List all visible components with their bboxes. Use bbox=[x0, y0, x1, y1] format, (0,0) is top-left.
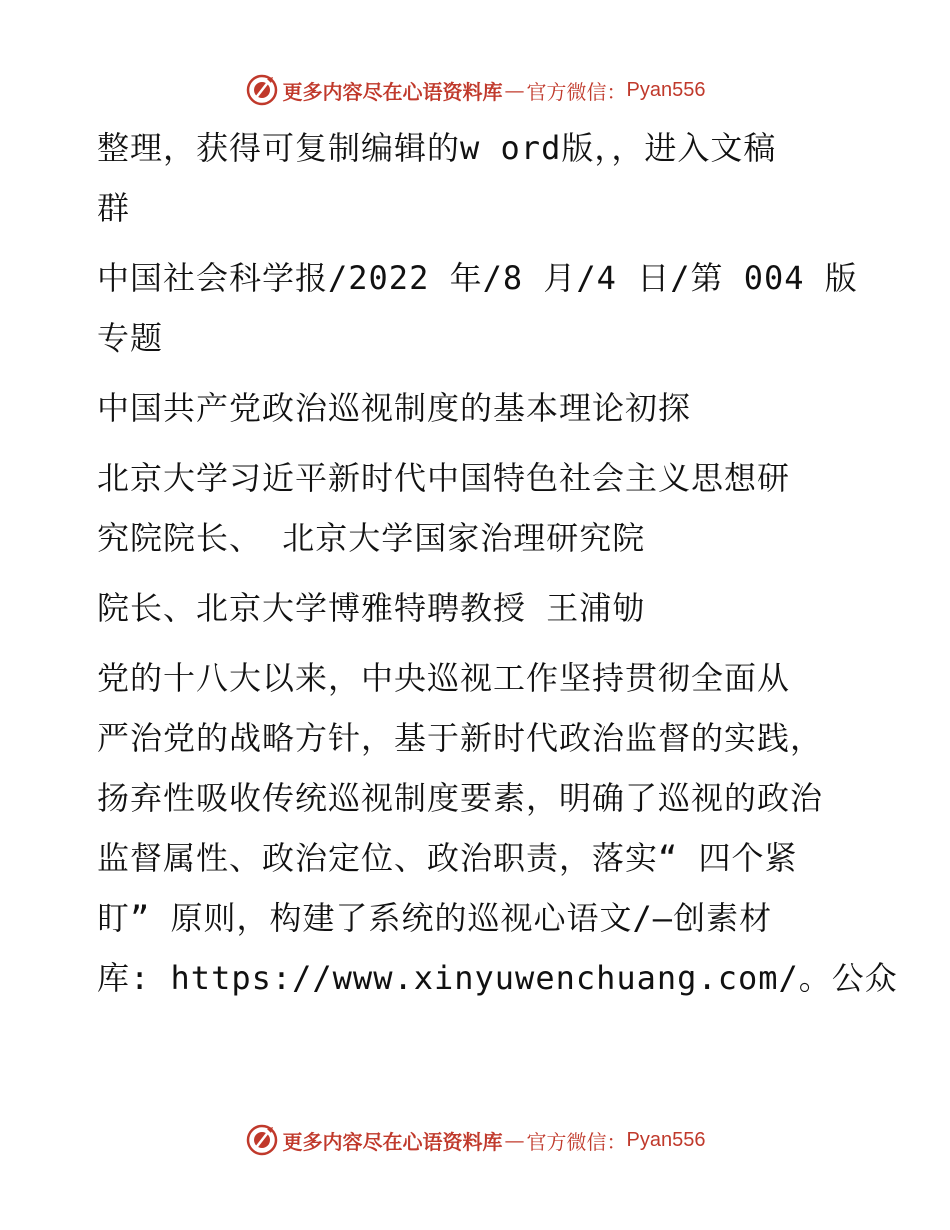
banner-dash: — bbox=[504, 78, 525, 102]
banner-site-text: 更多内容尽在心语资料库 bbox=[282, 1129, 503, 1154]
banner-dash: — bbox=[504, 1128, 525, 1152]
paragraph-body bbox=[97, 648, 898, 1008]
text-line: 专题 bbox=[97, 319, 164, 357]
text-line: 库: https://www.xinyuwenchuang.com/。公众 bbox=[97, 959, 898, 997]
banner-wechat-label: 官方微信： bbox=[526, 79, 627, 104]
text-line: 北京大学习近平新时代中国特色社会主义思想研 bbox=[97, 459, 791, 497]
paragraph-source bbox=[97, 248, 857, 368]
text-line: 院长、北京大学博雅特聘教授 王浦劬 bbox=[97, 589, 646, 627]
paragraph-intro bbox=[97, 118, 857, 238]
footer-watermark-banner bbox=[0, 1120, 950, 1160]
banner-wechat-label: 官方微信： bbox=[526, 1129, 627, 1154]
text-line: 群 bbox=[97, 189, 131, 227]
text-line: 严治党的战略方针，基于新时代政治监督的实践， bbox=[97, 719, 824, 757]
text-line: 党的十八大以来，中央巡视工作坚持贯彻全面从 bbox=[97, 659, 791, 697]
text-line: 中国共产党政治巡视制度的基本理论初探 bbox=[97, 389, 692, 427]
text-line: 扬弃性吸收传统巡视制度要素，明确了巡视的政治 bbox=[97, 779, 824, 817]
text-line: 究院院长、 北京大学国家治理研究院 bbox=[97, 519, 646, 557]
header-watermark-banner bbox=[0, 70, 950, 110]
text-line: 整理，获得可复制编辑的w ord版，，进入文稿 bbox=[97, 129, 777, 167]
author-affiliation bbox=[97, 448, 857, 568]
text-line: 监督属性、政治定位、政治职责，落实“ 四个紧 bbox=[97, 839, 798, 877]
banner-wechat-id: Pyan556 bbox=[626, 78, 706, 101]
logo-icon bbox=[245, 1123, 279, 1157]
banner-wechat-id: Pyan556 bbox=[626, 1128, 706, 1151]
article-title bbox=[97, 378, 857, 438]
text-line: 中国社会科学报/2022 年/8 月/4 日/第 004 版 bbox=[97, 259, 858, 297]
banner-site-text: 更多内容尽在心语资料库 bbox=[282, 79, 503, 104]
document-body bbox=[97, 118, 898, 1008]
logo-icon bbox=[245, 73, 279, 107]
text-line: 盯” 原则，构建了系统的巡视心语文/—创素材 bbox=[97, 899, 773, 937]
author-name bbox=[97, 578, 857, 638]
